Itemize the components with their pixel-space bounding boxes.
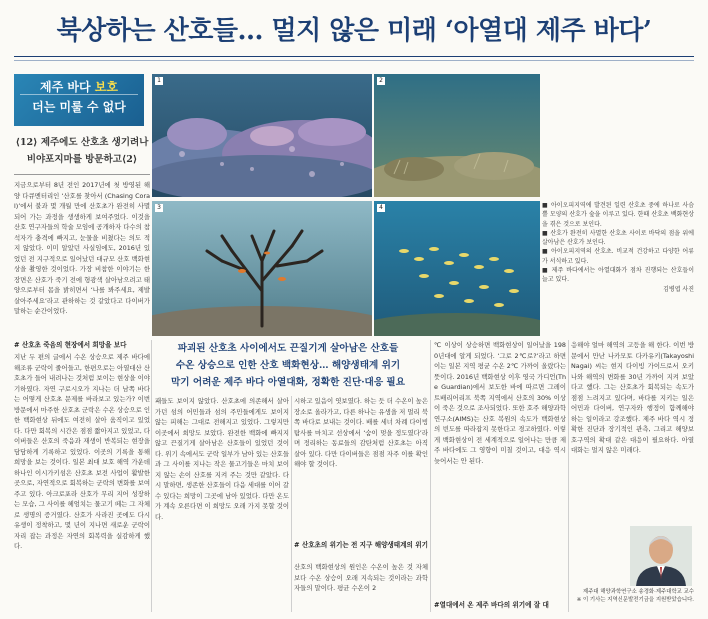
- author-name-line: 제주대 해양과학연구소 송경화·제주대학교 교수: [582, 589, 694, 595]
- series-banner-title-b: 보호: [94, 80, 118, 94]
- author-portrait: [630, 526, 692, 586]
- subtitle-rule: [14, 174, 150, 175]
- funding-note: ※ 이 기사는 지역신문발전기금을 지원받았습니다.: [576, 597, 694, 603]
- intro-paragraph: 지금으로부터 8년 전인 2017년에 첫 방영된 해양 다큐멘터리인 ‘산호를 찾아서 (Chasing Coral)’에서 불과 몇 개월 만에 산호초가 완전히 사멸되어 가는 과정을 생생하게 보여주었다. 이것을 산호 연구자들의 학술 모임에 공개하자 다수의 참석자가 충격에 빠지고, 눈물을 비쳤다는 의도 적지 않았다. 이미 알았던 사실임에도, 2016년 있었던 전 지구적으로 일어났던 대규모 산호 백화현상을 촬영한 것이었다. 가장 비참한 이야기는 한 장면은 산호가 죽기 전에 형광색 살아남으려고 태양으로부터 몸을 밝히면서 ‘나를 봐주세요, 제발 살아주세요’라고 관하하는 것 같았다고 다이버가 말하는 순간이었다.: [14, 181, 150, 315]
- author-credit: [512, 588, 694, 604]
- photo-captions: [542, 201, 694, 326]
- photo-caption: ■ 아이오피지역에 발견된 일련 산호초 중에 하나로 사슴뿔 모양의 산호가 숲을 이루고 있다. 한때 산호초 백화현상을 겪은 것으로 보인다.: [542, 202, 694, 228]
- photo-credit: 김병엽 사진: [663, 285, 694, 293]
- section-subhead: # 산호초 죽음의 현장에서 희망을 보다: [14, 341, 127, 349]
- pull-quote-line2: 수온 상승으로 인한 산호 백화현상… 해양생태계 위기: [175, 360, 401, 371]
- photo-caption: ■ 제주 바다에서는 아열대화가 점차 진행되는 산호들이 늘고 있다.: [542, 267, 694, 284]
- photo-number: 3: [155, 204, 163, 212]
- pull-quote-line1: 파괴된 산호초 사이에서도 끈질기게 살아남은 산호들: [177, 343, 399, 354]
- column-3-text-continued: 산호의 백화현상의 원인은 수온이 높은 것 자체보다 수온 상승이 오래 지속되는 것이라는 과학자들의 말이다. 평균 수온이 2: [294, 563, 428, 592]
- coral-photo-1: [152, 74, 372, 197]
- coral-photo-4: [374, 201, 540, 336]
- column-5-text: 응해야 얼마 해역의 고등을 해 한다. 이번 방문에서 만난 나카모토 다카유키(Takayoshi Nagai) 씨는 현지 다이빙 가이드로서 오키나와 해역의 변화를 30년 가까이 지켜 보았다고 했다. 그는 산호초가 회복되는 속도가 점점 느려지고 있다며, 바다를 지키는 일은 어민과 다이버, 연구자와 행정이 함께해야 하는 일이라고 강조했다. 제주 바다 역시 정확한 진단과 장기적인 관측, 그리고 해양보호구역의 확대 같은 대응이 필요하다. 아열대화는 멀지 않은 미래다.: [571, 341, 694, 454]
- coral-photo-2: [374, 74, 540, 197]
- series-banner-subtitle: 더는 미룰 수 없다: [32, 100, 126, 114]
- column-divider: [568, 340, 569, 612]
- column-3-text: 시하고 있음이 엿보였다. 하는 듯 더 수온이 높은 장소로 올라가고, 다른 하나는 유생을 저 멀리 북쪽 바다로 보내는 것이다. 배를 세너 차례 다이빙 탐사를 마치고 선상에서 ‘숨이 멎을 정도였다’라며 정리하는 동료들의 감탄처럼 산호초는 아직 살아 있다. 다만 다이버들은 점점 자주 이를 확인해야 할 것이다.: [294, 397, 428, 468]
- series-banner-title: [14, 78, 144, 95]
- photo-number: 2: [377, 77, 385, 85]
- column-divider: [430, 340, 431, 612]
- pull-quote-line3: 막기 어려운 제주 바다 아열대화, 정확한 진단·대응 필요: [171, 377, 405, 388]
- section-subhead: #열대에서 온 제주 바다의 위기에 잘 대: [434, 601, 549, 609]
- series-banner: [14, 74, 144, 126]
- photo-caption: ■ 산호가 완전히 사멸한 산호초 사이로 바닥의 점을 위에 살아남은 산호가 보인다.: [542, 229, 694, 247]
- column-2-text: 패들도 보이지 않았다. 산호초에 의존해서 살아가던 섬의 어민들과 섬의 주민들에게도 보이지 않는 피해는 그대로 전해지고 있었다. 그렇지만 이곳에서 희망도 보았다. 완전한 백화에 빠지지 않고 끈질기게 살아남은 산호들이 있었던 것이다. 위기 속에서도 군락 일부가 남아 있는 산호들과 그 사이를 지나는 작은 물고기들은 마치 보이지 않는 손이 산호를 지켜 주는 것만 같았다. 다시 말하면, 생존한 산호들이 다음 세대를 이어 갈 수 있다는 희망이 그곳에 남아 있었다. 다만 온도가 계속 오른다면 이 희망도 오래 가지 못할 것이다.: [155, 397, 289, 521]
- column-4-text: ℃ 이상이 상승하면 백화현상이 일어났을 1980년대에 알게 되었다. ‘그로 2℃로?’라고 하면 이는 일본 지역 평균 수온 2℃ 가까이 올랐다는 뜻이다. 2016년 백화현상 이후 영국 가디언(The Guardian)에서 보도한 바에 따르면 그레이트배리어리프 북쪽 지역에서 산호의 30% 이상이 죽은 것으로 조사되었다. 또한 호주 해양과학연구소(AIMS)는 산호 복원의 속도가 백화현상의 빈도를 따라잡지 못한다고 경고하였다. 이렇게 백화현상이 전 세계적으로 일어나는 만큼 제주 바다에도 그 영향이 미칠 것이고, 대응 역시 늦어서는 안 된다.: [434, 341, 566, 465]
- series-subtitle-line2: 비야포지마를 방문하고⟨2⟩: [26, 154, 138, 165]
- photo-number: 4: [377, 204, 385, 212]
- series-subtitle: [14, 134, 150, 168]
- page-headline: 북상하는 산호들… 멀지 않은 미래 ‘아열대 제주 바다’: [56, 16, 652, 46]
- headline-rule-thin: [14, 60, 694, 61]
- headline-rule: [14, 56, 694, 57]
- pull-quote: [150, 340, 426, 391]
- photo-number: 1: [155, 77, 163, 85]
- series-banner-title-a: 제주 바다: [40, 80, 91, 94]
- column-divider: [291, 396, 292, 612]
- series-banner-divider: [20, 94, 138, 95]
- column-1-text: 지난 두 편의 글에서 수온 상승으로 제주 바다에 해조류 군락이 줄어들고, 한편으로는 아열대산 산호초가 들어 내려나는 것처럼 보이는 현상을 이야기하였다. 자연 구로시오가 지나는 더 남쪽 바다는 어떻게 산호초 문제를 바라보고 있는가? 이번 방문에서 마주한 산호초 군락은 수온 상승으로 인한 백화현상 뒤에도 여전히 살아 움직이고 있었다. 다만 회복의 시간은 점점 짧아지고 있었고, 다이버들은 산호의 죽음과 재생이 반복되는 현장을 담담하게 기록하고 있었다. 이곳의 기록을 통해 희망을 보는 것이다. 일본 최대 보호 해역 가운데 하나인 이시가키섬은 산호초 보전 사업이 활발한 곳으로, 자연적으로 회복하는 군락의 변화를 보여 주고 있다. 아크로포라 산호가 무리 지어 성장하는 모습, 그 사이를 헤엄치는 물고기 떼는 그 자체로 생명의 증거였다. 산호가 사라진 곳에도 다시 유생이 정착하고, 몇 년이 지나면 새로운 군락이 자리 잡는 과정은 자연의 회복력을 실감하게 했다.: [14, 353, 150, 550]
- photo-caption: ■ 아이오피지역의 산호초. 비교적 건강하고 다양한 어류가 서식하고 있다.: [542, 248, 694, 265]
- coral-photo-3: [152, 201, 372, 336]
- section-subhead: # 산호초의 위기는 전 지구 해양생태계의 위기: [294, 541, 428, 549]
- series-subtitle-line1: ⟨12⟩ 제주에도 산호초 생기려나: [15, 137, 149, 148]
